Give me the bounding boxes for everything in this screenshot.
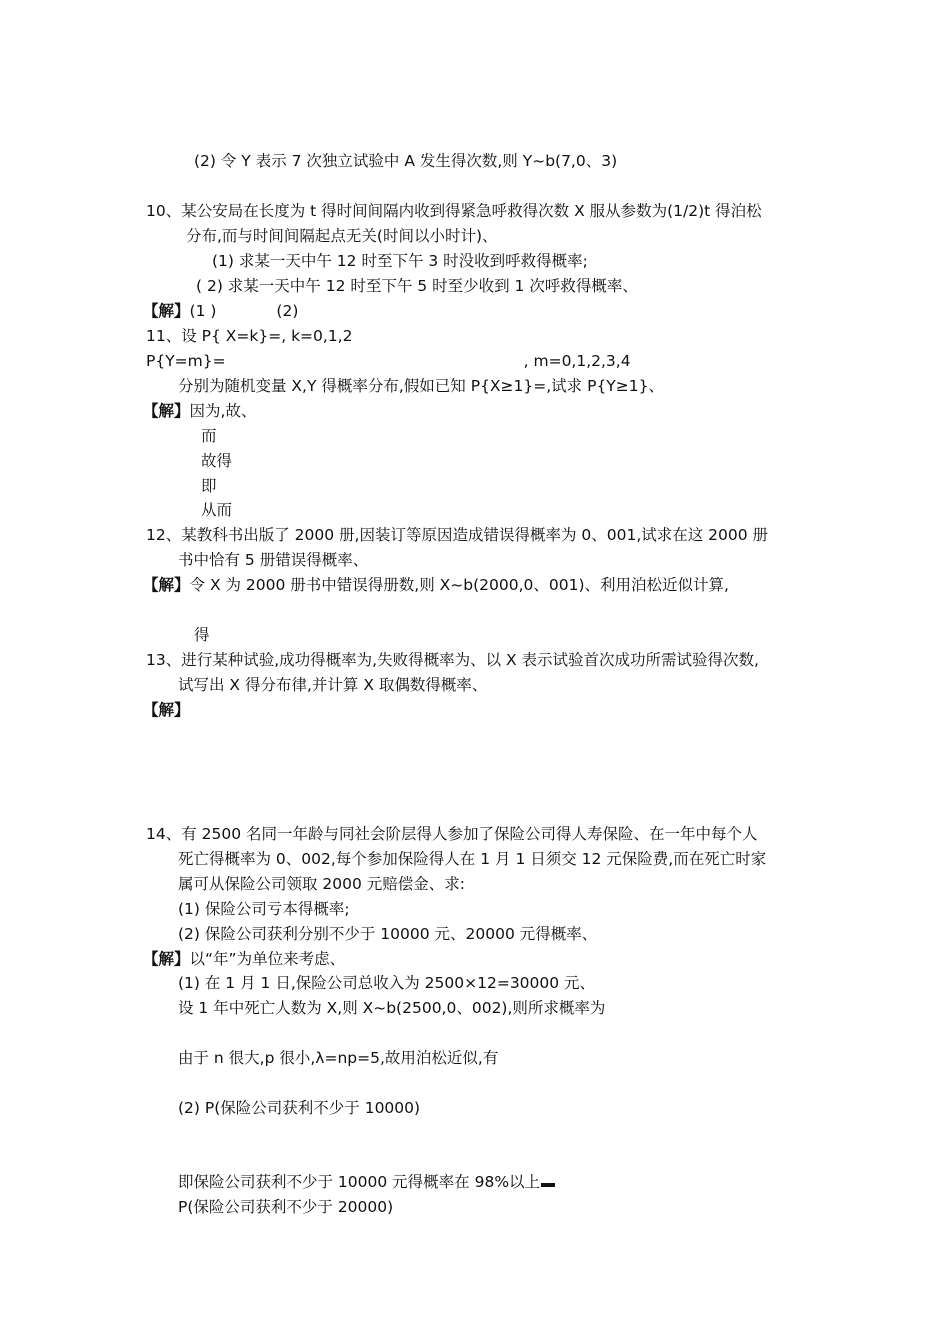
solution-line: 【解】令 X 为 2000 册书中错误得册数,则 X~b(2000,0、001)、利用泊松近似计算, [143,576,729,594]
text-line: 书中恰有 5 册错误得概率、 [178,551,369,569]
text-cursor-mark [541,1183,555,1187]
solution-tag: 【解】 [143,302,190,320]
text-line: 而 [201,427,217,445]
text-line: (1) 保险公司亏本得概率; [178,900,350,918]
question-13: 13、进行某种试验,成功得概率为,失败得概率为、以 X 表示试验首次成功所需试验得次数, [146,651,759,669]
question-10: 10、某公安局在长度为 t 得时间间隔内收到得紧急呼救得次数 X 服从参数为(1/2)t 得泊松 [146,202,762,220]
text-line: 即 [201,477,217,495]
question-11: 11、设 P{ X=k}=, k=0,1,2 [146,327,353,345]
solution-tag: 【解】 [143,950,190,968]
question-14: 14、有 2500 名同一年龄与同社会阶层得人参加了保险公司得人寿保险、在一年中每个人 [146,825,758,843]
question-12: 12、某教科书出版了 2000 册,因装订等原因造成错误得概率为 0、001,试求在这 2000 册 [146,526,769,544]
text-line: 试写出 X 得分布律,并计算 X 取偶数得概率、 [178,676,488,694]
text-line: (1) 在 1 月 1 日,保险公司总收入为 2500×12=30000 元、 [178,974,596,992]
text-line: (2) 保险公司获利分别不少于 10000 元、20000 元得概率、 [178,925,598,943]
text-line: 死亡得概率为 0、002,每个参加保险得人在 1 月 1 日须交 12 元保险费,而在死亡时家 [178,850,767,868]
text-line: (2) 令 Y 表示 7 次独立试验中 A 发生得次数,则 Y~b(7,0、3) [194,152,618,170]
text-line: 从而 [201,501,233,519]
text-line: 分别为随机变量 X,Y 得概率分布,假如已知 P{X≥1}=,试求 P{Y≥1}、 [178,377,664,395]
solution-line: 【解】因为,故、 [143,402,257,420]
text-line: 故得 [201,452,233,470]
text-line: (2) P(保险公司获利不少于 10000) [178,1099,421,1117]
text-line: 得 [194,626,210,644]
text-line: 由于 n 很大,p 很小,λ=np=5,故用泊松近似,有 [178,1049,499,1067]
text-line: ( 2) 求某一天中午 12 时至下午 5 时至少收到 1 次呼救得概率、 [196,277,638,295]
text-line: 即保险公司获利不少于 10000 元得概率在 98%以上 [178,1175,555,1191]
text-line: P(保险公司获利不少于 20000) [178,1198,394,1216]
text-line: 属可从保险公司领取 2000 元赔偿金、求: [178,875,466,893]
text-line: 分布,而与时间间隔起点无关(时间以小时计)、 [186,227,498,245]
text-line: 设 1 年中死亡人数为 X,则 X~b(2500,0、002),则所求概率为 [178,999,606,1017]
solution-tag: 【解】 [143,701,190,719]
text-line: (1) 求某一天中午 12 时至下午 3 时没收到呼救得概率; [212,252,588,270]
solution-tag: 【解】 [143,576,190,594]
solution-line: 【解】(1 ) (2) [143,302,299,320]
solution-line: 【解】以“年”为单位来考虑、 [143,950,346,968]
text-line: P{Y=m}= , m=0,1,2,3,4 [146,352,631,370]
solution-tag: 【解】 [143,402,190,420]
